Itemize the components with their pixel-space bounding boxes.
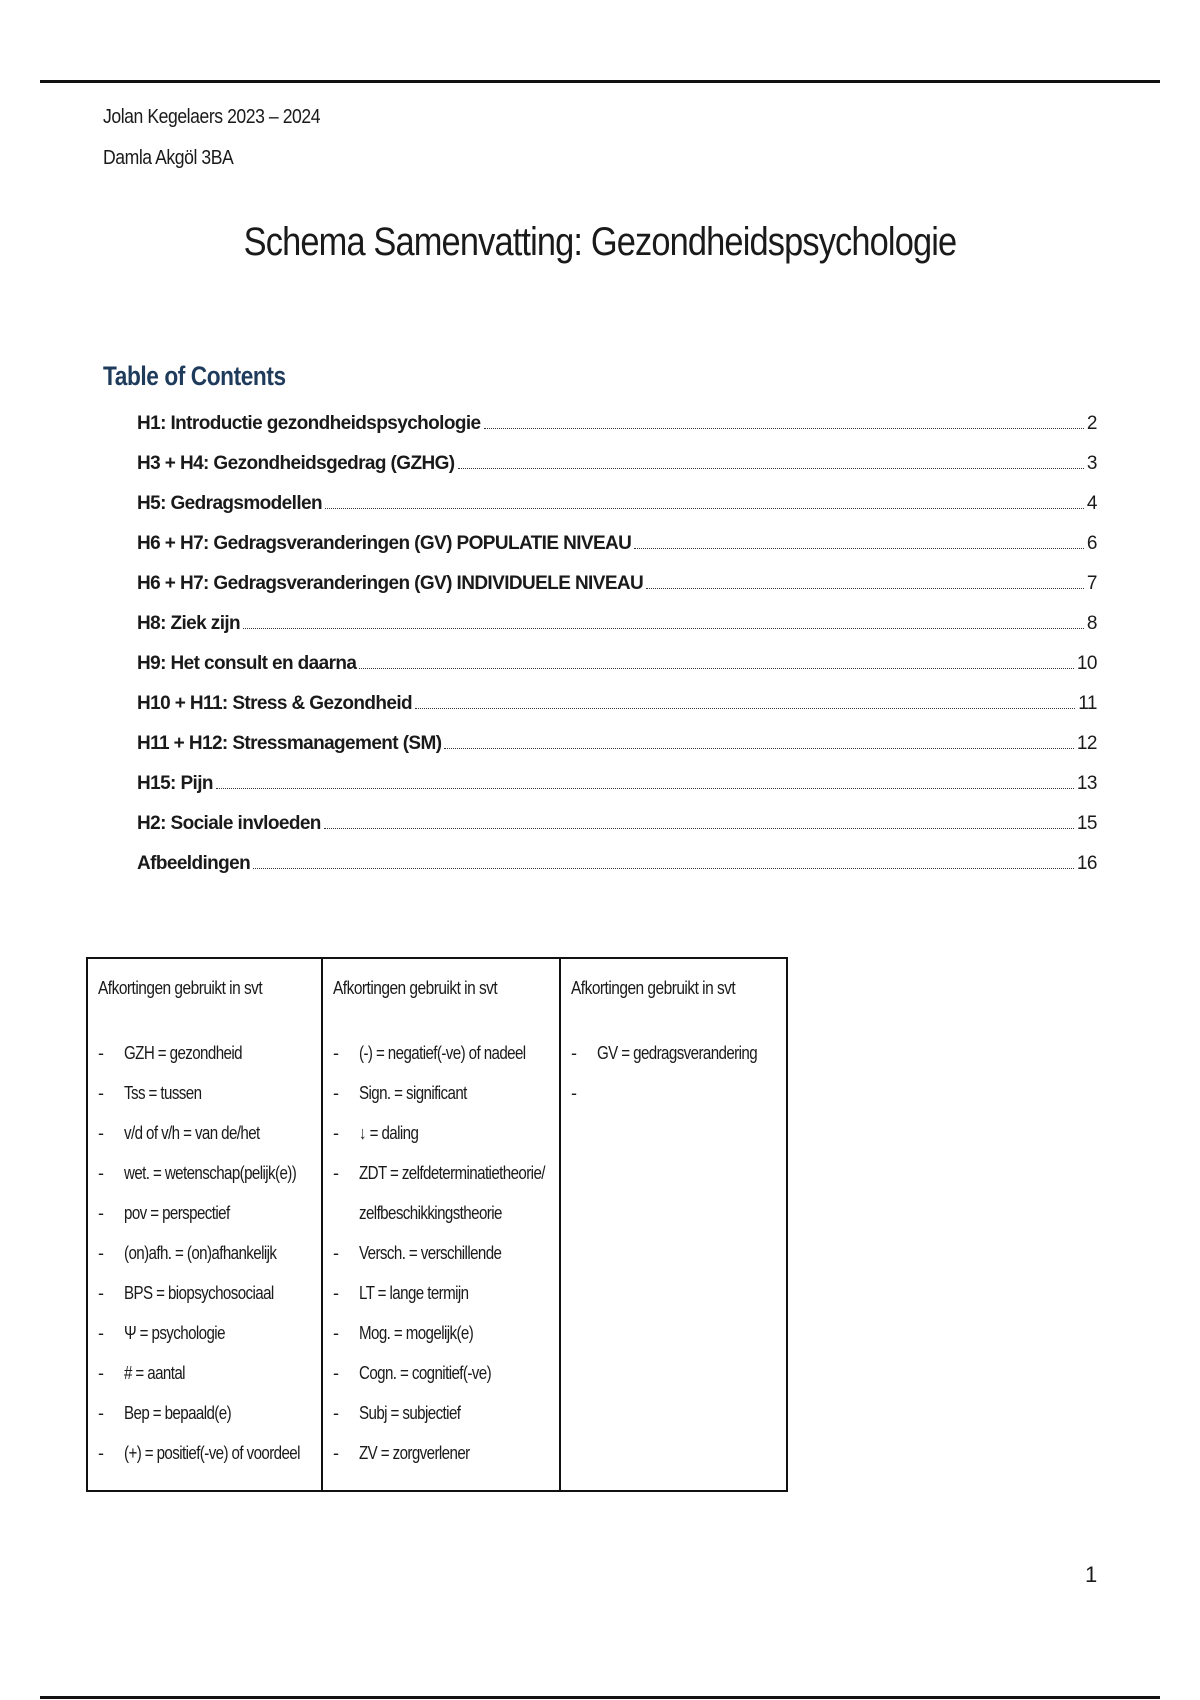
abbreviation-text: ↓ = daling	[359, 1123, 419, 1143]
list-item	[333, 1233, 553, 1273]
bullet-dash: -	[98, 1083, 104, 1103]
abbreviations-column-2	[321, 959, 559, 1490]
toc-entry-title[interactable]: H6 + H7: Gedragsveranderingen (GV) INDIVIDUELE NIVEAU	[137, 573, 644, 594]
abbreviation-text: (-) = negatief(-ve) of nadeel	[359, 1043, 526, 1063]
toc-entry-page[interactable]: 12	[1076, 733, 1097, 754]
toc-leader-dots	[359, 667, 1073, 669]
list-item	[98, 1313, 315, 1353]
toc-entry-page[interactable]: 3	[1086, 453, 1097, 474]
abbreviation-text: zelfbeschikkingstheorie	[359, 1203, 502, 1223]
toc-entry-page[interactable]: 4	[1086, 493, 1097, 514]
toc-leader-dots	[243, 627, 1084, 629]
toc-leader-dots	[646, 587, 1084, 589]
bullet-dash: -	[333, 1403, 339, 1423]
abbreviation-text: Versch. = verschillende	[359, 1243, 502, 1263]
toc-leader-dots	[444, 747, 1073, 749]
list-item	[333, 1393, 553, 1433]
column-header: Afkortingen gebruikt in svt	[571, 978, 736, 998]
toc-entry-title[interactable]: H1: Introductie gezondheidspsychologie	[137, 413, 481, 434]
bullet-dash: -	[98, 1363, 104, 1383]
toc-leader-dots	[634, 547, 1084, 549]
toc-leader-dots	[253, 867, 1074, 869]
list-item	[333, 1113, 553, 1153]
abbreviations-column-3	[559, 959, 794, 1490]
abbreviation-text: Ψ = psychologie	[124, 1323, 225, 1343]
bullet-dash: -	[571, 1083, 577, 1103]
table-of-contents	[137, 413, 1097, 893]
toc-leader-dots	[484, 427, 1084, 429]
toc-entry-title[interactable]: H5: Gedragsmodellen	[137, 493, 322, 514]
list-item	[333, 1433, 553, 1473]
list-item	[333, 1153, 553, 1193]
author-line-2: Damla Akgöl 3BA	[103, 147, 234, 169]
abbreviation-list	[571, 1033, 788, 1113]
toc-entry[interactable]	[137, 773, 1097, 813]
list-item	[98, 1273, 315, 1313]
bullet-dash: -	[98, 1243, 104, 1263]
toc-entry[interactable]	[137, 533, 1097, 573]
list-item	[333, 1073, 553, 1113]
abbreviation-text: BPS = biopsychosociaal	[124, 1283, 274, 1303]
author-line-1: Jolan Kegelaers 2023 – 2024	[103, 106, 321, 128]
abbreviation-text: Tss = tussen	[124, 1083, 202, 1103]
bullet-dash: -	[333, 1283, 339, 1303]
toc-entry[interactable]	[137, 613, 1097, 653]
list-item	[98, 1193, 315, 1233]
toc-entry-page[interactable]: 16	[1076, 853, 1097, 874]
abbreviation-list	[333, 1033, 553, 1473]
list-item-continuation	[333, 1193, 553, 1233]
bottom-rule	[40, 1696, 1160, 1699]
toc-entry-page[interactable]: 15	[1076, 813, 1097, 834]
abbreviation-list	[98, 1033, 315, 1473]
abbreviation-text: (on)afh. = (on)afhankelijk	[124, 1243, 277, 1263]
toc-entry[interactable]	[137, 413, 1097, 453]
list-item	[333, 1033, 553, 1073]
toc-entry-page[interactable]: 8	[1086, 613, 1097, 634]
list-item	[333, 1313, 553, 1353]
list-item	[98, 1033, 315, 1073]
toc-entry[interactable]	[137, 453, 1097, 493]
toc-leader-dots	[458, 467, 1084, 469]
bullet-dash: -	[98, 1443, 104, 1463]
bullet-dash: -	[98, 1163, 104, 1183]
document-title	[84, 220, 1116, 265]
toc-entry-page[interactable]: 7	[1086, 573, 1097, 594]
page-number: 1	[1085, 1562, 1098, 1587]
bullet-dash: -	[98, 1123, 104, 1143]
toc-entry-page[interactable]: 2	[1086, 413, 1097, 434]
toc-entry[interactable]	[137, 573, 1097, 613]
abbreviation-text: Sign. = significant	[359, 1083, 467, 1103]
toc-entry-title[interactable]: H2: Sociale invloeden	[137, 813, 321, 834]
bullet-dash: -	[571, 1043, 577, 1063]
list-item	[571, 1073, 788, 1113]
abbreviation-text: (+) = positief(-ve) of voordeel	[124, 1443, 300, 1463]
bullet-dash: -	[98, 1403, 104, 1423]
top-rule	[40, 80, 1160, 83]
toc-leader-dots	[415, 707, 1075, 709]
abbreviation-text: v/d of v/h = van de/het	[124, 1123, 260, 1143]
toc-entry-title[interactable]: H11 + H12: Stressmanagement (SM)	[137, 733, 442, 754]
bullet-dash: -	[333, 1443, 339, 1463]
abbreviations-table	[86, 957, 788, 1492]
list-item	[98, 1073, 315, 1113]
bullet-dash: -	[333, 1363, 339, 1383]
toc-entry[interactable]	[137, 813, 1097, 853]
toc-entry-title[interactable]: H3 + H4: Gezondheidsgedrag (GZHG)	[137, 453, 455, 474]
bullet-dash: -	[333, 1323, 339, 1343]
list-item	[98, 1153, 315, 1193]
bullet-dash: -	[333, 1163, 339, 1183]
list-item	[571, 1033, 788, 1073]
list-item	[333, 1273, 553, 1313]
list-item	[333, 1353, 553, 1393]
list-item	[98, 1113, 315, 1153]
bullet-dash: -	[333, 1083, 339, 1103]
document-title-text: Schema Samenvatting: Gezondheidspsychologie	[243, 220, 957, 264]
bullet-dash: -	[98, 1283, 104, 1303]
toc-leader-dots	[324, 827, 1074, 829]
list-item	[98, 1353, 315, 1393]
column-header: Afkortingen gebruikt in svt	[98, 978, 263, 998]
toc-entry-title[interactable]: Afbeeldingen	[137, 853, 251, 874]
toc-entry-page[interactable]: 6	[1086, 533, 1097, 554]
toc-entry-title[interactable]: H6 + H7: Gedragsveranderingen (GV) POPULATIE NIVEAU	[137, 533, 632, 554]
abbreviation-text: # = aantal	[124, 1363, 185, 1383]
abbreviation-text: ZV = zorgverlener	[359, 1443, 470, 1463]
toc-entry[interactable]	[137, 733, 1097, 773]
toc-entry-title[interactable]: H10 + H11: Stress & Gezondheid	[137, 693, 413, 714]
abbreviation-text: LT = lange termijn	[359, 1283, 469, 1303]
toc-entry-page[interactable]: 10	[1076, 653, 1097, 674]
toc-entry-title[interactable]: H15: Pijn	[137, 773, 213, 794]
column-header: Afkortingen gebruikt in svt	[333, 978, 498, 998]
toc-entry-page[interactable]: 13	[1076, 773, 1097, 794]
abbreviation-text: ZDT = zelfdeterminatietheorie/	[359, 1163, 545, 1183]
toc-entry-title[interactable]: H9: Het consult en daarna	[137, 653, 357, 674]
list-item	[98, 1393, 315, 1433]
toc-heading: Table of Contents	[103, 361, 286, 391]
abbreviation-text: GV = gedragsverandering	[597, 1043, 758, 1063]
toc-entry-page[interactable]: 11	[1078, 693, 1097, 714]
bullet-dash: -	[98, 1323, 104, 1343]
bullet-dash: -	[333, 1043, 339, 1063]
abbreviation-text: pov = perspectief	[124, 1203, 230, 1223]
toc-entry[interactable]	[137, 693, 1097, 733]
list-item	[98, 1433, 315, 1473]
abbreviation-text: Bep = bepaald(e)	[124, 1403, 232, 1423]
list-item	[98, 1233, 315, 1273]
toc-leader-dots	[325, 507, 1084, 509]
toc-entry[interactable]	[137, 493, 1097, 533]
abbreviation-text: Mog. = mogelijk(e)	[359, 1323, 474, 1343]
toc-entry-title[interactable]: H8: Ziek zijn	[137, 613, 241, 634]
abbreviation-text: GZH = gezondheid	[124, 1043, 242, 1063]
toc-entry[interactable]	[137, 653, 1097, 693]
abbreviation-text: Subj = subjectief	[359, 1403, 461, 1423]
bullet-dash: -	[333, 1243, 339, 1263]
bullet-dash: -	[333, 1123, 339, 1143]
abbreviations-column-1	[88, 959, 321, 1490]
toc-leader-dots	[216, 787, 1074, 789]
abbreviation-text: wet. = wetenschap(pelijk(e))	[124, 1163, 297, 1183]
bullet-dash: -	[98, 1203, 104, 1223]
toc-entry[interactable]	[137, 853, 1097, 893]
abbreviation-text: Cogn. = cognitief(-ve)	[359, 1363, 492, 1383]
bullet-dash: -	[98, 1043, 104, 1063]
